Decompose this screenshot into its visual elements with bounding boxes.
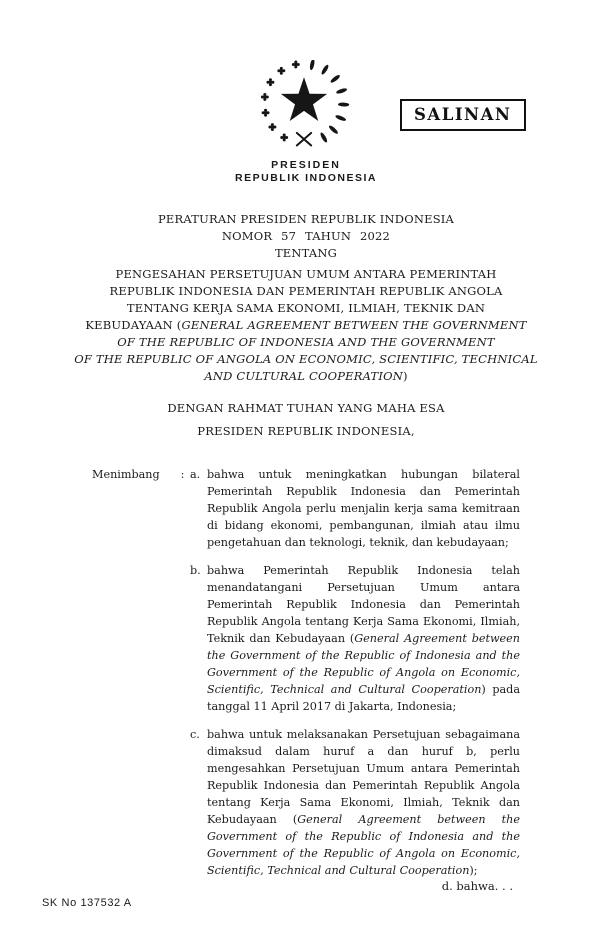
subject-line: AND CULTURAL COOPERATION) <box>204 369 408 383</box>
salinan-stamp-badge <box>400 99 526 131</box>
item-text: bahwa untuk meningkatkan hubungan bilateral Pemerintah Republik Indonesia dan Pemerintah Republik Angola perlu menjalin kerja sama kemitraan di bidang ekonomi, pembangunan, ilmiah atau ilmu pengetahuan dan teknologi, teknik, dan kebudayaan; <box>207 468 520 549</box>
star-icon <box>281 77 327 121</box>
regulation-title-block <box>0 211 612 385</box>
menimbang-colon: : <box>180 468 185 481</box>
subject-line: OF THE REPUBLIC OF INDONESIA AND THE GOVERNMENT <box>117 335 495 349</box>
subject-line: PENGESAHAN PERSETUJUAN UMUM ANTARA PEMERINTAH <box>115 267 497 281</box>
item-marker: c. <box>190 728 200 741</box>
regulation-title-line: PERATURAN PRESIDEN REPUBLIK INDONESIA <box>157 212 455 226</box>
item-marker: a. <box>190 468 201 481</box>
menimbang-label: Menimbang <box>92 468 160 481</box>
regulation-subject <box>0 266 612 385</box>
authority-line: PRESIDEN REPUBLIK INDONESIA, <box>197 424 415 438</box>
consideration-item-a <box>190 466 520 551</box>
invocation-line: DENGAN RAHMAT TUHAN YANG MAHA ESA <box>167 401 445 415</box>
item-marker: b. <box>190 564 201 577</box>
subject-line: KEBUDAYAAN (GENERAL AGREEMENT BETWEEN THE GOVERNMENT <box>85 318 527 332</box>
regulation-number-line: NOMOR 57 TAHUN 2022 <box>221 229 391 243</box>
considerations-items <box>190 466 520 879</box>
consideration-item-c <box>190 726 520 879</box>
salinan-stamp-label: SALINAN <box>414 105 512 124</box>
sk-number-footer: SK No 137532 A <box>42 897 132 909</box>
subject-line: REPUBLIK INDONESIA DAN PEMERINTAH REPUBLIK ANGOLA <box>109 284 503 298</box>
subject-line: OF THE REPUBLIC OF ANGOLA ON ECONOMIC, SCIENTIFIC, TECHNICAL <box>74 352 538 366</box>
letterhead-presiden: PRESIDEN <box>271 159 341 171</box>
preamble <box>0 400 612 440</box>
subject-line: TENTANG KERJA SAMA EKONOMI, ILMIAH, TEKNIK DAN <box>126 301 486 315</box>
letterhead-republik-indonesia: REPUBLIK INDONESIA <box>235 172 377 184</box>
page-catchword: d. bahwa. . . <box>441 879 513 893</box>
regulation-tentang-line: TENTANG <box>274 246 338 260</box>
item-text: bahwa untuk melaksanakan Persetujuan sebagaimana dimaksud dalam huruf a dan huruf b, perlu mengesahkan Persetujuan Umum antara Pemerintah Republik Indonesia dan Pemerintah Republik Angola tentang Kerja Sama Ekonomi, Ilmiah, Teknik dan Kebudayaan (General Agreement between the Government of the Republic of Indonesia and the Government of the Republic of Angola on Economic, Scientific, Technical and Cultural Cooperation); <box>207 728 521 877</box>
considerations-section <box>92 466 520 879</box>
item-text: bahwa Pemerintah Republik Indonesia telah menandatangani Persetujuan Umum antara Pemerintah Republik Indonesia dan Pemerintah Republik Angola tentang Kerja Sama Ekonomi, Ilmiah, Teknik dan Kebudayaan (General Agreement between the Government of the Republic of Indonesia and the Government of the Republic of Angola on Economic, Scientific, Technical and Cultural Cooperation) pada tanggal 11 April 2017 di Jakarta, Indonesia; <box>207 564 521 713</box>
crossed-stems-icon <box>297 133 311 146</box>
letterhead <box>0 159 612 185</box>
presidential-star-wreath-emblem-icon <box>258 60 350 150</box>
consideration-item-b <box>190 562 520 715</box>
